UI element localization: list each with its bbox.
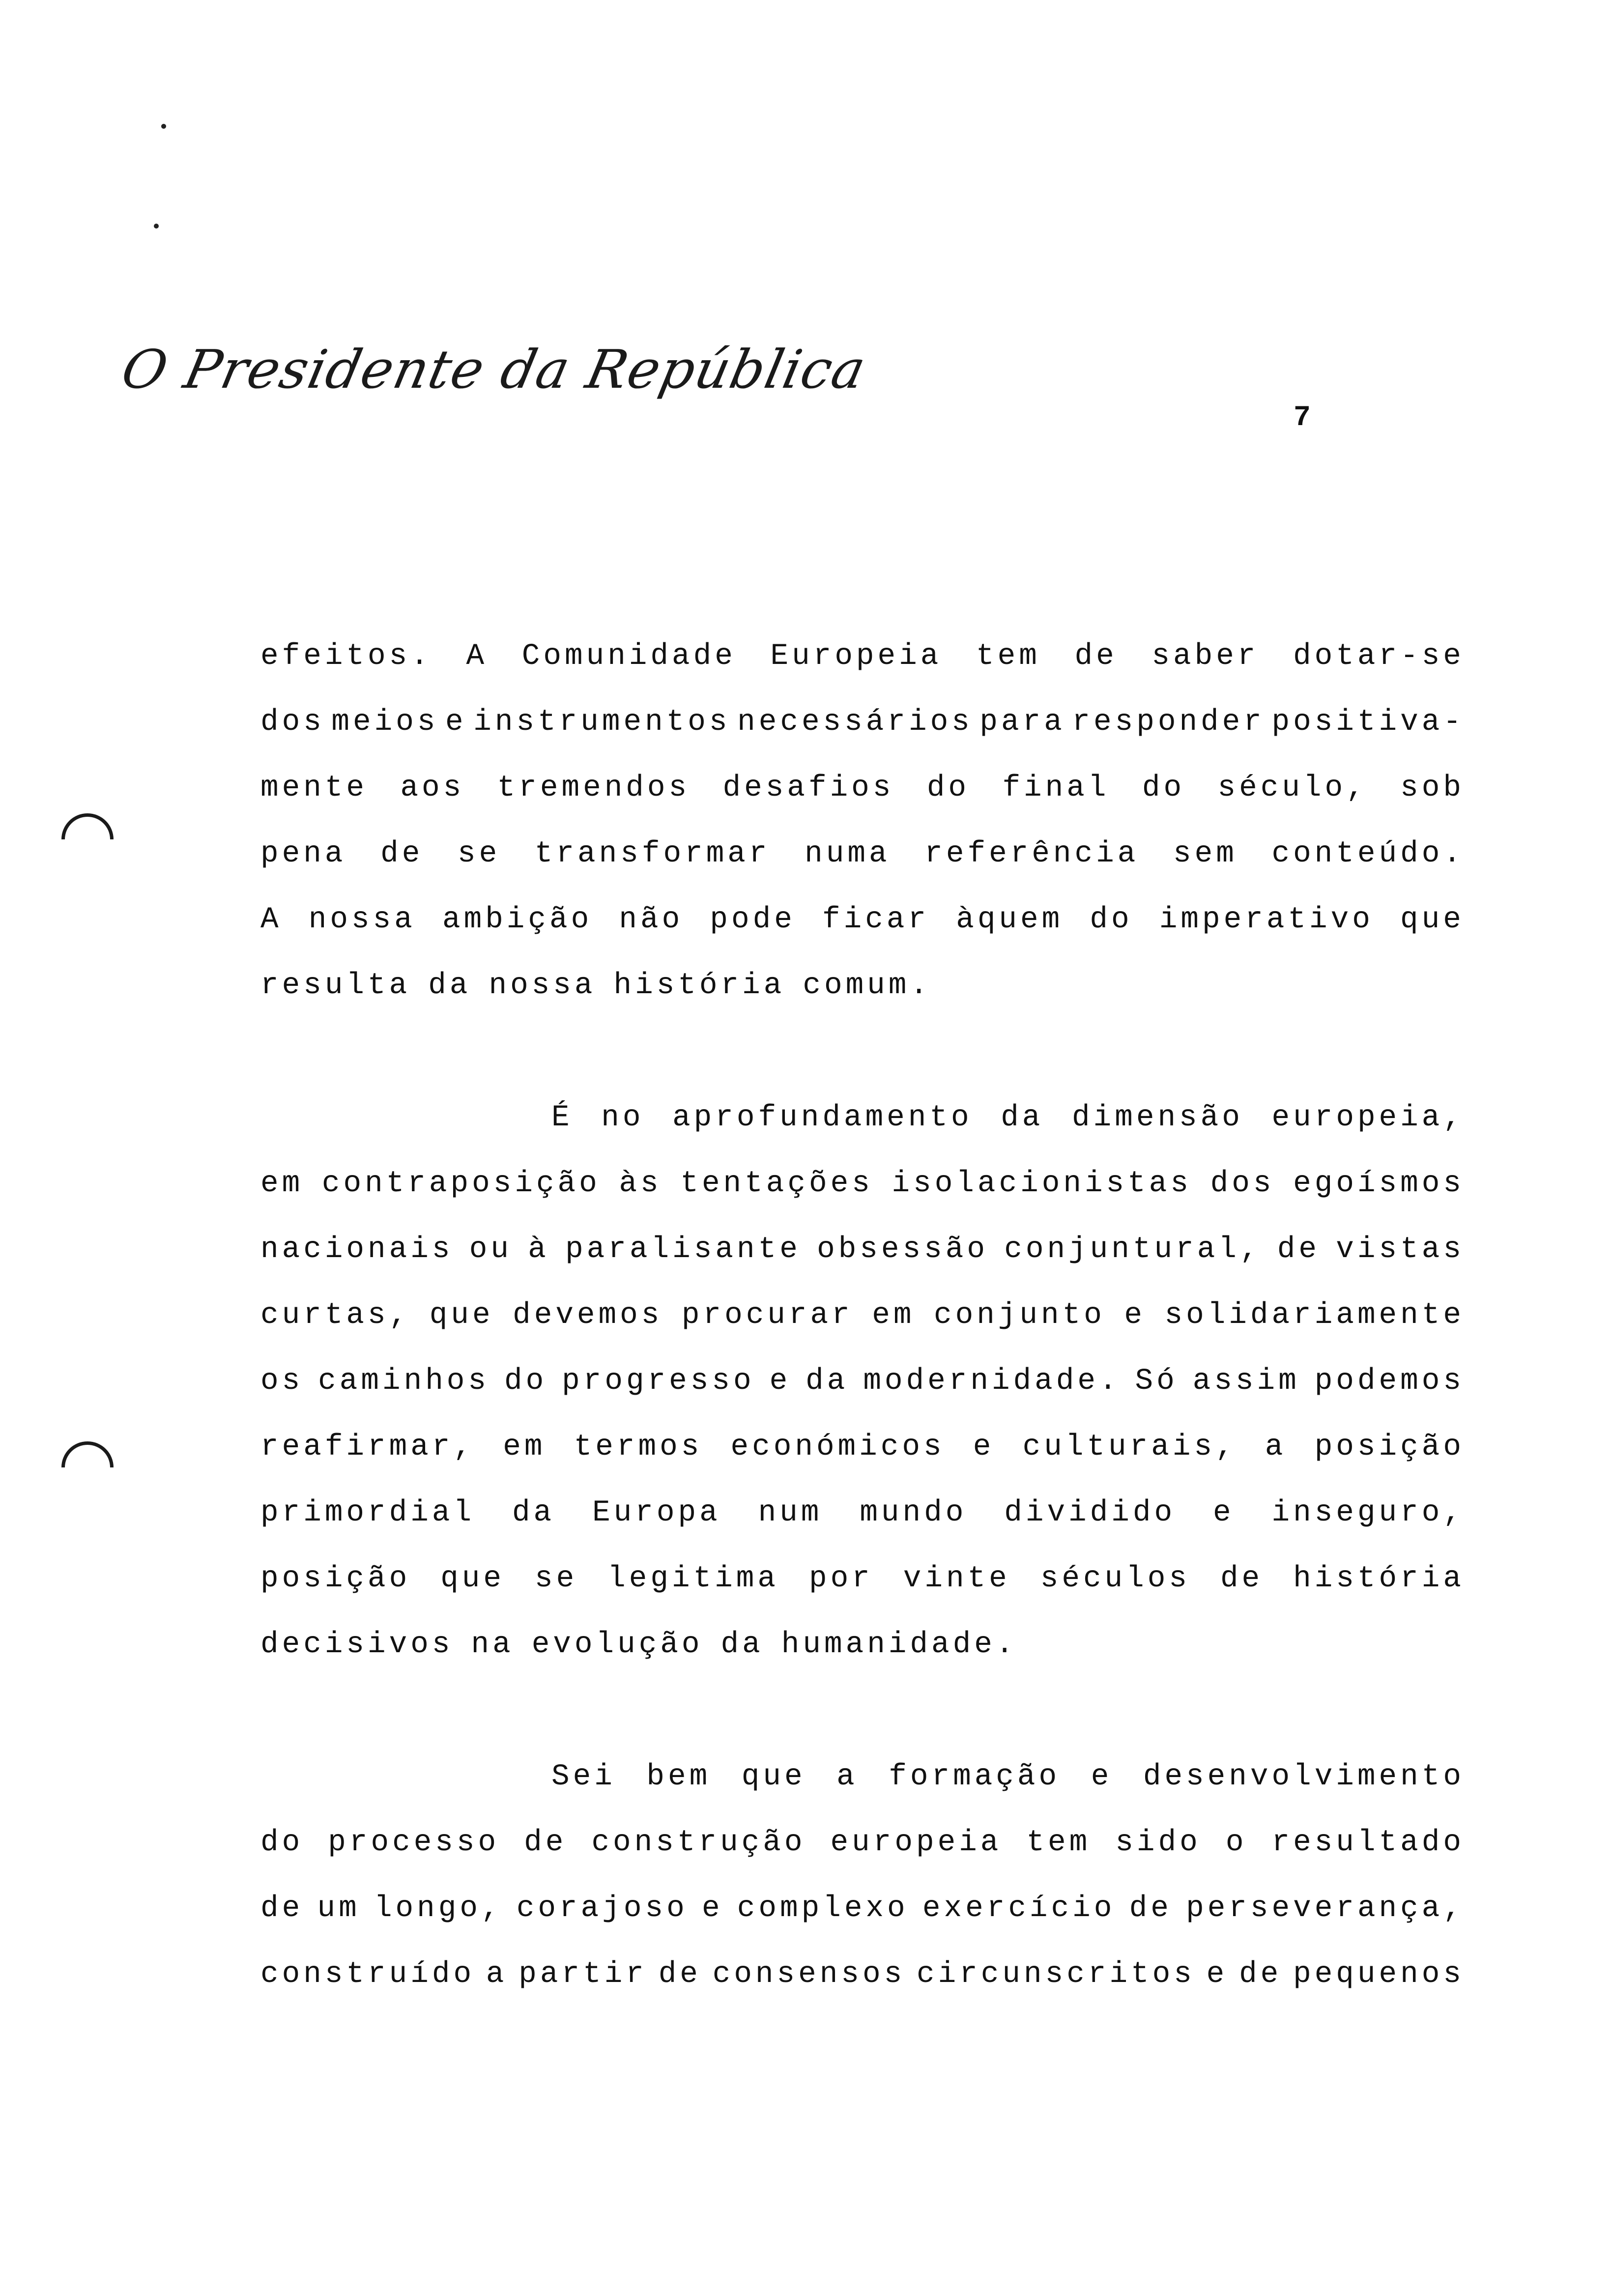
word: de [1074, 639, 1118, 673]
text-line [551, 1098, 1465, 1138]
word: comum. [803, 969, 931, 1003]
word: construído [260, 1957, 475, 1991]
word: dos [260, 705, 325, 739]
word: procurar [681, 1298, 853, 1332]
word: europeia [830, 1826, 1002, 1860]
word: história [1293, 1562, 1465, 1596]
word: e [769, 1364, 791, 1398]
word: europeia, [1271, 1101, 1465, 1135]
text-line [260, 769, 1465, 808]
word: numa [805, 837, 891, 871]
word: vistas [1336, 1233, 1465, 1266]
word: perseverança, [1186, 1892, 1465, 1925]
word: no [601, 1101, 644, 1135]
word: resulta [260, 969, 411, 1003]
word: assim [1192, 1364, 1300, 1398]
word: àquem [956, 903, 1064, 937]
page-number: 7 [1294, 402, 1311, 434]
word: de [260, 1892, 304, 1925]
word: A [466, 639, 488, 673]
word: instrumentos [473, 705, 731, 739]
word: corajoso [516, 1892, 688, 1925]
word: sido [1115, 1826, 1201, 1860]
word: necessários [737, 705, 973, 739]
word: humanidade. [781, 1628, 1017, 1662]
text-line [260, 1889, 1465, 1928]
word: podemos [1314, 1364, 1465, 1398]
word: tem [1026, 1826, 1091, 1860]
word: formação [889, 1760, 1061, 1794]
word: tem [976, 639, 1040, 673]
word: em [872, 1298, 915, 1332]
word: imperativo [1159, 903, 1374, 937]
word: primordial [260, 1496, 475, 1530]
text-line [260, 1493, 1465, 1533]
word: devemos [513, 1298, 663, 1332]
word: Sei [551, 1760, 616, 1794]
word: e [1091, 1760, 1113, 1794]
word: num [758, 1496, 823, 1530]
word: dos [1210, 1167, 1275, 1201]
word: obsessão [817, 1233, 988, 1266]
word: em [503, 1430, 546, 1464]
word: de [524, 1826, 567, 1860]
word: É [551, 1101, 573, 1135]
word: da [1001, 1101, 1044, 1135]
word: efeitos. [260, 639, 432, 673]
word: isolacionistas [892, 1167, 1192, 1201]
text-line [260, 1559, 1465, 1599]
word: história [613, 969, 785, 1003]
word: e [1124, 1298, 1146, 1332]
text-line [260, 900, 1465, 940]
word: económicos [730, 1430, 945, 1464]
word: da [720, 1628, 764, 1662]
word: um [317, 1892, 360, 1925]
punch-hole-mark [61, 1441, 114, 1467]
word: dividido [1004, 1496, 1176, 1530]
word: vinte [903, 1562, 1010, 1596]
word: nossa [308, 903, 416, 937]
word: positiva- [1271, 705, 1465, 739]
word: mente [260, 771, 368, 805]
word: do [504, 1364, 547, 1398]
word: progresso [562, 1364, 755, 1398]
word: referência [924, 837, 1139, 871]
word: não [619, 903, 684, 937]
word: que [741, 1760, 806, 1794]
word: sob [1400, 771, 1465, 805]
word: evolução [531, 1628, 703, 1662]
word: pode [710, 903, 796, 937]
word: os [260, 1364, 304, 1398]
word: caminhos [318, 1364, 490, 1398]
word: nacionais [260, 1233, 454, 1266]
word: do [1142, 771, 1185, 805]
word: Comunidade [521, 639, 736, 673]
word: Só [1135, 1364, 1178, 1398]
text-line [260, 1955, 1465, 1994]
word: aos [400, 771, 465, 805]
word: complexo [737, 1892, 909, 1925]
text-line [260, 1625, 1465, 1665]
word: meios [331, 705, 439, 739]
word: solidariamente [1164, 1298, 1465, 1332]
word: aprofundamento [672, 1101, 973, 1135]
word: contraposição [321, 1167, 601, 1201]
word: do [1090, 903, 1133, 937]
text-line [260, 834, 1465, 874]
text-line [260, 1362, 1465, 1401]
word: longo, [374, 1892, 503, 1925]
word: para [979, 705, 1065, 739]
text-line [260, 1823, 1465, 1863]
word: responder [1072, 705, 1265, 739]
word: conjunto [933, 1298, 1105, 1332]
word: de [658, 1957, 701, 1991]
word: dotar-se [1293, 639, 1465, 673]
word: e [445, 705, 467, 739]
word: às [619, 1167, 662, 1201]
word: de [1277, 1233, 1321, 1266]
word: de [1129, 1892, 1172, 1925]
word: de [1239, 1957, 1282, 1991]
word: que [440, 1562, 505, 1596]
word: desenvolvimento [1143, 1760, 1465, 1794]
word: Europa [592, 1496, 721, 1530]
word: dimensão [1072, 1101, 1243, 1135]
word: e [701, 1892, 723, 1925]
word: decisivos [260, 1628, 454, 1662]
word: resultado [1271, 1826, 1465, 1860]
word: construção [591, 1826, 806, 1860]
word: posição [1314, 1430, 1465, 1464]
text-line [260, 1296, 1465, 1335]
word: à [528, 1233, 549, 1266]
word: conteúdo. [1271, 837, 1465, 871]
word: inseguro, [1271, 1496, 1465, 1530]
word: curtas, [260, 1298, 411, 1332]
margin-mark [161, 124, 166, 129]
word: a [486, 1957, 508, 1991]
word: processo [328, 1826, 500, 1860]
word: em [260, 1167, 304, 1201]
word: o [1225, 1826, 1247, 1860]
text-line [260, 637, 1465, 676]
word: tentações [680, 1167, 873, 1201]
word: que [429, 1298, 494, 1332]
word: legitima [607, 1562, 779, 1596]
punch-hole-mark [61, 813, 114, 839]
word: tremendos [497, 771, 691, 805]
word: desafios [722, 771, 894, 805]
word: conjuntural, [1004, 1233, 1262, 1266]
word: a [1265, 1430, 1287, 1464]
word: do [926, 771, 970, 805]
word: consensos [712, 1957, 906, 1991]
word: que [1400, 903, 1465, 937]
word: ficar [822, 903, 930, 937]
text-line [260, 703, 1465, 742]
word: modernidade. [863, 1364, 1121, 1398]
margin-mark [154, 224, 159, 229]
word: e [1206, 1957, 1228, 1991]
word: termos [574, 1430, 703, 1464]
word: do [260, 1826, 304, 1860]
word: ambição [442, 903, 593, 937]
word: nossa [489, 969, 596, 1003]
word: a [836, 1760, 858, 1794]
text-line [260, 966, 1465, 1005]
text-line [260, 1230, 1465, 1269]
word: e [1212, 1496, 1235, 1530]
word: séculos [1040, 1562, 1190, 1596]
word: circunscritos [916, 1957, 1195, 1991]
word: se [457, 837, 501, 871]
word: por [808, 1562, 873, 1596]
word: A [260, 903, 282, 937]
word: paralisante [565, 1233, 801, 1266]
word: culturais, [1022, 1430, 1237, 1464]
word: e [973, 1430, 995, 1464]
word: da [806, 1364, 849, 1398]
word: pena [260, 837, 346, 871]
word: sem [1173, 837, 1238, 871]
word: transformar [534, 837, 771, 871]
word: saber [1151, 639, 1259, 673]
text-line [260, 1428, 1465, 1467]
word: final [1002, 771, 1110, 805]
word: ou [469, 1233, 512, 1266]
word: reafirmar, [260, 1430, 475, 1464]
word: da [512, 1496, 555, 1530]
word: mundo [860, 1496, 967, 1530]
word: se [534, 1562, 578, 1596]
text-line [551, 1757, 1465, 1797]
letterhead-title: O Presidente da República [116, 339, 872, 401]
word: posição [260, 1562, 411, 1596]
word: bem [646, 1760, 711, 1794]
word: pequenos [1293, 1957, 1465, 1991]
word: de [1220, 1562, 1264, 1596]
word: Europeia [770, 639, 942, 673]
word: exercício [922, 1892, 1116, 1925]
word: da [428, 969, 471, 1003]
text-line [260, 1164, 1465, 1204]
word: século, [1217, 771, 1368, 805]
word: egoísmos [1293, 1167, 1465, 1201]
word: na [471, 1628, 514, 1662]
word: de [380, 837, 424, 871]
word: partir [518, 1957, 647, 1991]
